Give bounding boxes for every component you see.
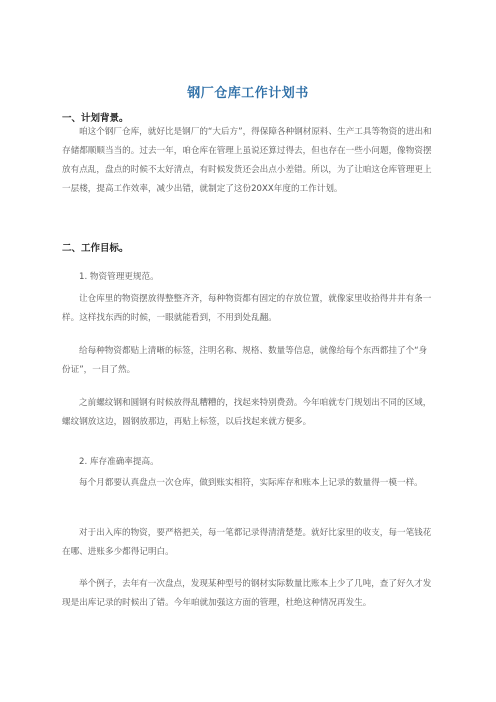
goal-item-2-label: 2. 库存准确率提高。 xyxy=(79,457,159,467)
goal-2-paragraph-1: 每个月都要认真盘点一次仓库，做到账实相符，实际库存和账本上记录的数量得一模一样。 xyxy=(79,478,423,488)
background-paragraph: 咱这个钢厂仓库，就好比是钢厂的“大后方”，得保障各种钢材原料、生产工具等物资的进出和存储都顺顺当当的。过去一年，咱仓库在管理上虽说还算过得去，但也存在一些小问题，像物资摆放有点乱，盘点的时候不太好清点，有时候发货还会出点小差错。所以，为了让咱这仓库管理更上一层楼，提高工作效率，减少出错，就制定了这份20XX年度的工作计划。 xyxy=(62,127,432,194)
document-title: 钢厂仓库工作计划书 xyxy=(187,86,309,101)
goal-1-paragraph-1: 让仓库里的物资摆放得整整齐齐，每种物资都有固定的存放位置，就像家里收拾得井井有条一样。这样找东西的时候，一眼就能看到，不用到处乱翻。 xyxy=(62,294,432,323)
goal-item-1-label: 1. 物资管理更规范。 xyxy=(79,272,159,282)
goal-2-paragraph-3: 举个例子，去年有一次盘点，发现某种型号的钢材实际数量比账本上少了几吨，查了好久才发现是出库记录的时候出了错。今年咱就加强这方面的管理，杜绝这种情况再发生。 xyxy=(62,579,432,608)
section-heading-background: 一、计划背景。 xyxy=(62,113,129,124)
section-heading-goals: 二、工作目标。 xyxy=(62,243,129,254)
goal-2-paragraph-2: 对于出入库的物资，要严格把关，每一笔都记录得清清楚楚。就好比家里的收支，每一笔钱花在哪、进账多少都得记明白。 xyxy=(62,528,432,557)
goal-1-paragraph-3: 之前螺纹钢和圆钢有时候放得乱糟糟的，找起来特别费劲。今年咱就专门规划出不同的区域，螺纹钢放这边，圆钢放那边，再贴上标签，以后找起来就方便多。 xyxy=(62,398,432,427)
goal-1-paragraph-2: 给每种物资都贴上清晰的标签，注明名称、规格、数量等信息，就像给每个东西都挂了个“身份证”，一目了然。 xyxy=(62,346,428,375)
